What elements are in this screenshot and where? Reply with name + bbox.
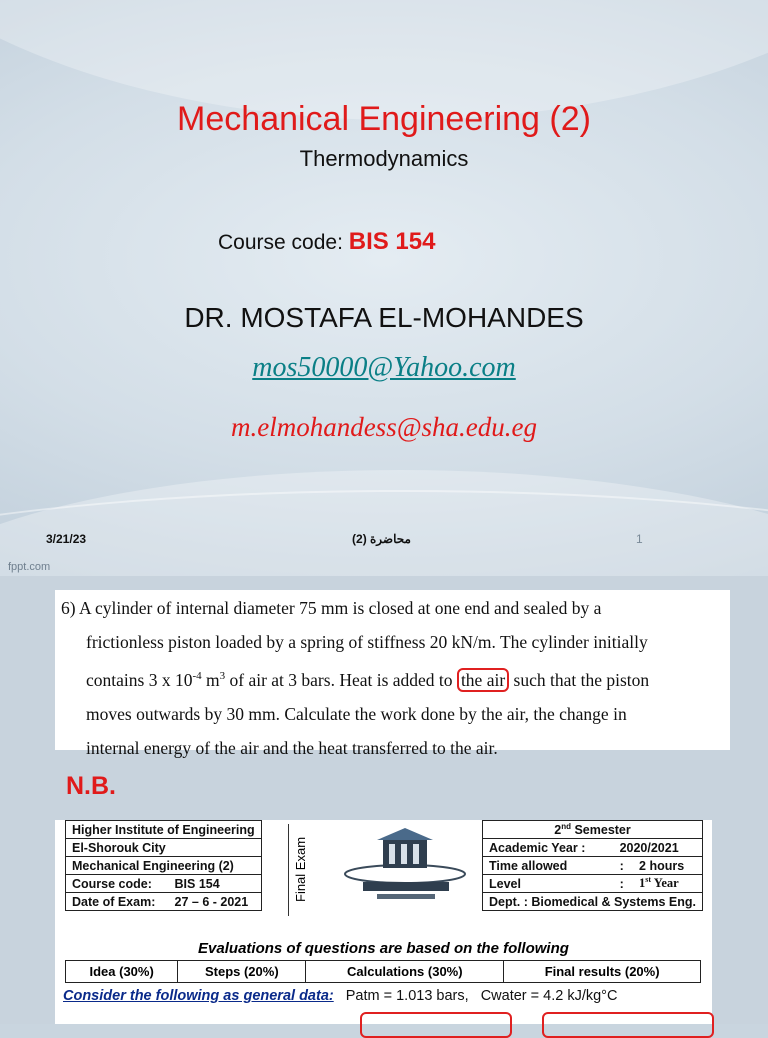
highlight-box xyxy=(542,1012,714,1038)
course-code xyxy=(218,228,435,256)
exam-info-right: 2nd Semester Academic Year : 2020/2021 Time allowed : 2 hours Level : 1st Year Dept. : Biomedical & Systems Eng. xyxy=(482,820,703,911)
slide-date: 3/21/23 xyxy=(46,532,87,546)
eval-col: Calculations (30%) xyxy=(306,961,504,983)
question-line: contains 3 x $10^{-4}$ $m^3$ of air at 3 bars. Heat is added to the air such that the piston xyxy=(86,669,650,690)
eval-col: Steps (20%) xyxy=(178,961,306,983)
institute-name: Higher Institute of Engineering xyxy=(66,821,262,839)
eval-col: Idea (30%) xyxy=(66,961,178,983)
city: El-Shorouk City xyxy=(66,839,262,857)
cwater-value: Cwater = 4.2 kJ/kg°C xyxy=(480,988,618,1004)
exam-section xyxy=(0,576,768,1024)
nb-label: N.B. xyxy=(66,772,116,800)
slide-subtitle: Thermodynamics xyxy=(299,146,469,171)
course-code-value: BIS 154 xyxy=(348,228,436,255)
general-data-line xyxy=(63,988,617,1004)
question-line: frictionless piston loaded by a spring of stiffness 20 kN/m. The cylinder initially xyxy=(86,632,648,652)
patm-value: Patm = 1.013 bars, xyxy=(345,988,469,1004)
slide-footer-label: محاضرة (2) xyxy=(352,532,411,546)
exam-info-left: Higher Institute of Engineering El-Shorouk City Mechanical Engineering (2) Course code: BIS 154 Date of Exam: 27 – 6 - 2021 xyxy=(65,820,262,911)
watermark: fppt.com xyxy=(8,561,51,573)
question-line: 6) A cylinder of internal diameter 75 mm is closed at one end and sealed by a xyxy=(61,598,602,618)
question-line: internal energy of the air and the heat transferred to the air. xyxy=(86,737,498,758)
evaluation-title: Evaluations of questions are based on the following xyxy=(198,940,569,957)
question-text xyxy=(55,590,730,765)
page-number: 1 xyxy=(636,532,643,546)
slide-title: Mechanical Engineering (2) xyxy=(177,100,591,138)
course-name: Mechanical Engineering (2) xyxy=(66,857,262,875)
evaluation-table xyxy=(65,960,701,983)
course-code-label: Course code: xyxy=(218,231,343,254)
question-line: moves outwards by 30 mm. Calculate the work done by the air, the change in xyxy=(86,703,627,724)
exam-header-sheet xyxy=(55,820,712,1024)
email-link-sha[interactable]: m.elmohandess@sha.edu.eg xyxy=(230,412,538,442)
highlighted-phrase: the air xyxy=(457,668,509,692)
semester: 2nd Semester xyxy=(483,821,703,839)
email-link-yahoo[interactable]: mos50000@Yahoo.com xyxy=(252,352,516,383)
general-data-label: Consider the following as general data: xyxy=(63,988,334,1004)
eval-col: Final results (20%) xyxy=(504,961,701,983)
highlight-box xyxy=(360,1012,512,1038)
institute-logo xyxy=(337,824,477,914)
final-exam-label: Final Exam xyxy=(293,836,308,902)
instructor-name: DR. MOSTAFA EL-MOHANDES xyxy=(184,302,584,333)
question-box xyxy=(55,590,730,758)
